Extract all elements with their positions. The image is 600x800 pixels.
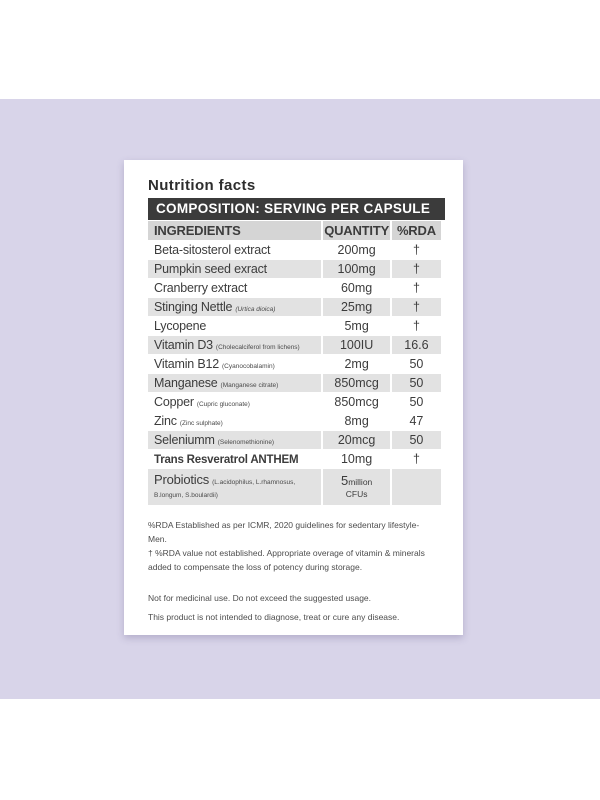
column-header-ingredients: INGREDIENTS <box>148 221 321 240</box>
rda-cell: 50 <box>392 431 441 449</box>
quantity-cell: 60mg <box>323 279 389 297</box>
table-row <box>148 241 441 259</box>
composition-header-text: COMPOSITION: SERVING PER CAPSULE <box>156 201 431 216</box>
footnote-disclaimer: This product is not intended to diagnose, treat or cure any disease. <box>148 612 400 622</box>
rda-cell: † <box>392 279 441 297</box>
table-row <box>148 298 441 316</box>
ingredient-subname: (L.acidophilus, L.rhamnosus, B.longum, S.boulardii) <box>154 479 296 499</box>
column-header-quantity: QUANTITY <box>324 223 390 238</box>
ingredient-subname: (Cupric gluconate) <box>196 401 250 408</box>
quantity-cell: 100mg <box>323 260 389 278</box>
ingredient-name: Seleniumm <box>154 433 215 447</box>
ingredient-name: Zinc <box>154 414 177 428</box>
ingredient-name: Probiotics <box>154 472 210 487</box>
rda-cell <box>392 469 441 505</box>
table-header-row <box>148 221 441 240</box>
ingredient-subname: (Zinc sulphate) <box>179 420 223 427</box>
quantity-cell <box>323 469 389 505</box>
quantity-cell: 20mcg <box>323 431 389 449</box>
ingredient-name: Copper <box>154 395 194 409</box>
quantity-cell: 850mcg <box>323 374 389 392</box>
ingredient-subname: (Cholecalciferol from lichens) <box>215 344 300 351</box>
ingredient-subname: (Selenomethionine) <box>217 439 275 446</box>
ingredient-name: Beta-sitosterol extract <box>154 243 271 257</box>
quantity-cell: 25mg <box>323 298 389 316</box>
rda-cell: † <box>392 317 441 335</box>
rda-cell: 50 <box>392 393 441 411</box>
table-row <box>148 260 441 278</box>
label-title: Nutrition facts <box>148 177 256 194</box>
quantity-cell: 850mcg <box>323 393 389 411</box>
rda-cell: 50 <box>392 374 441 392</box>
ingredient-name: Cranberry extract <box>154 281 248 295</box>
table-row <box>148 317 441 335</box>
rda-cell: † <box>392 241 441 259</box>
table-row <box>148 374 441 392</box>
quantity-unit-2: CFUs <box>345 488 368 499</box>
rda-cell: 47 <box>392 412 441 430</box>
table-row <box>148 431 441 449</box>
table-row <box>148 355 441 373</box>
table-row <box>148 412 441 430</box>
quantity-cell: 10mg <box>323 450 389 468</box>
rda-cell: 16.6 <box>392 336 441 354</box>
footnote-rda-basis: %RDA Established as per ICMR, 2020 guidelines for sedentary lifestyle-Men. <box>148 520 420 544</box>
quantity-cell: 8mg <box>323 412 389 430</box>
ingredient-name: Pumpkin seed exract <box>154 262 267 276</box>
quantity-cell: 100IU <box>323 336 389 354</box>
rda-cell: † <box>392 260 441 278</box>
composition-header-bar <box>148 198 445 220</box>
ingredient-name: Stinging Nettle <box>154 300 233 314</box>
ingredient-subname: (Cyanocobalamin) <box>221 363 275 370</box>
footnote-dagger: † %RDA value not established. Appropriate overage of vitamin & minerals added to compensate the loss of potency during storage. <box>148 548 425 572</box>
ingredient-name: Manganese <box>154 376 218 390</box>
column-header-rda: %RDA <box>392 221 441 240</box>
ingredient-name: Lycopene <box>154 319 207 333</box>
quantity-cell: 200mg <box>323 241 389 259</box>
table-row <box>148 336 441 354</box>
nutrition-label-card <box>124 160 463 635</box>
rda-cell: 50 <box>392 355 441 373</box>
table-row <box>148 393 441 411</box>
ingredient-name: Vitamin B12 <box>154 357 219 371</box>
quantity-cell: 2mg <box>323 355 389 373</box>
table-row <box>148 450 441 468</box>
table-row <box>148 469 441 505</box>
quantity-cell: 5mg <box>323 317 389 335</box>
quantity-unit: million <box>348 476 373 487</box>
footnotes-section <box>148 518 445 624</box>
ingredient-name: Trans Resveratrol ANTHEM <box>154 454 299 466</box>
table-row <box>148 279 441 297</box>
rda-cell: † <box>392 298 441 316</box>
ingredient-subname: (Manganese citrate) <box>220 382 279 389</box>
rda-cell: † <box>392 450 441 468</box>
ingredient-name: Vitamin D3 <box>154 338 213 352</box>
quantity-value: 5 <box>340 472 349 488</box>
ingredient-subname: (Urtica dioica) <box>235 306 276 313</box>
footnote-usage: Not for medicinal use. Do not exceed the suggested usage. <box>148 593 372 603</box>
ingredients-table <box>146 220 443 506</box>
